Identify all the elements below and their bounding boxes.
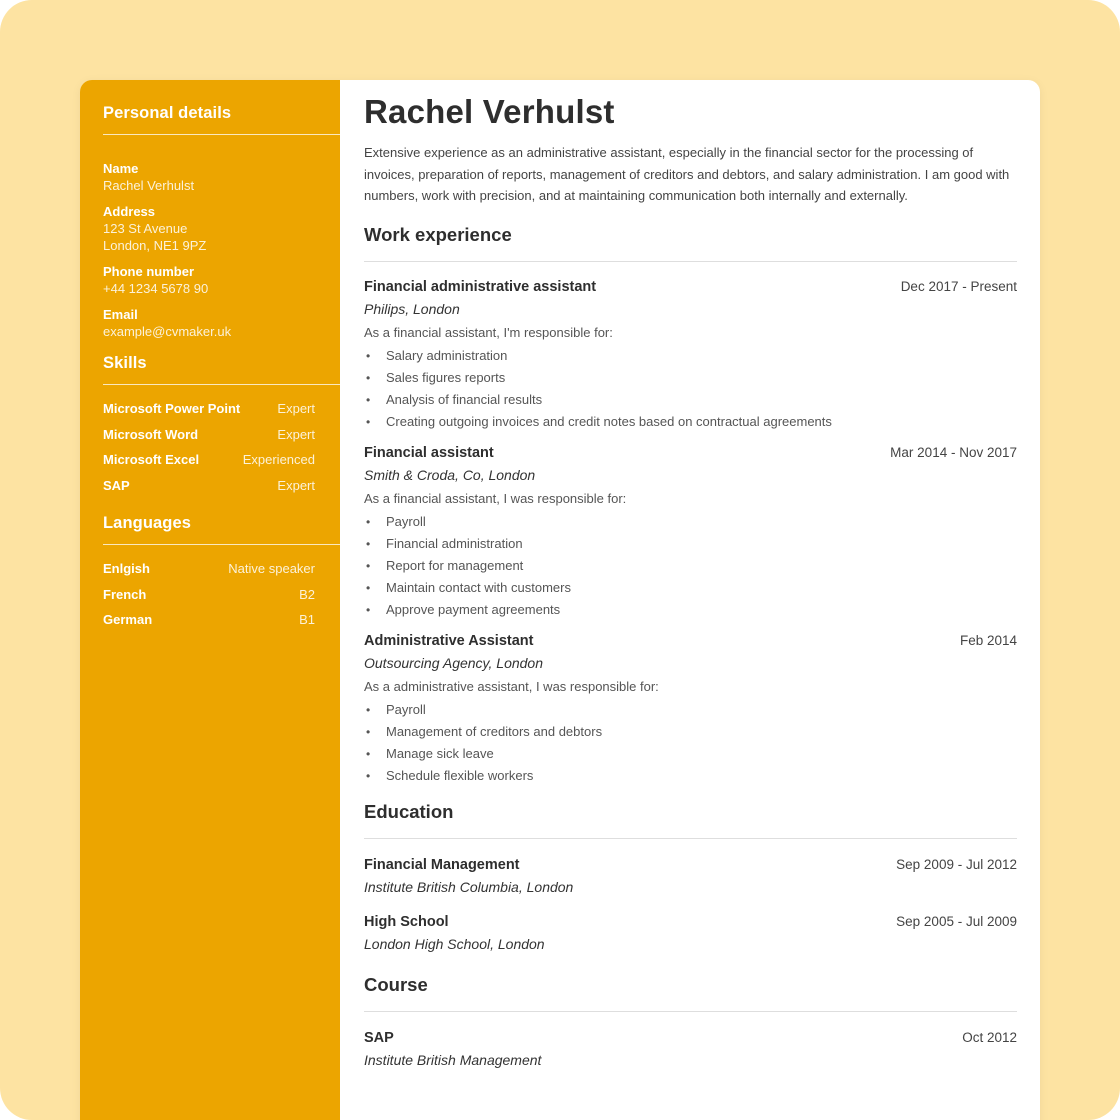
degree-title: High School <box>364 913 449 930</box>
field-value: Rachel Verhulst <box>103 178 195 193</box>
language-level: B2 <box>299 586 315 602</box>
language-level: Native speaker <box>228 561 315 576</box>
duty-text: Salary administration <box>386 347 508 363</box>
personal-field-address <box>103 204 340 254</box>
duty-item <box>364 411 1017 433</box>
bullet-icon: • <box>366 768 371 783</box>
duty-text: Manage sick leave <box>386 745 494 761</box>
languages-list <box>103 561 315 638</box>
skill-item <box>103 478 315 504</box>
education-entry <box>364 857 1017 895</box>
language-item <box>103 587 315 613</box>
entry-header <box>364 1030 1017 1046</box>
work-entry <box>364 279 1017 433</box>
job-intro: As a financial assistant, I was responsible for: <box>364 490 627 506</box>
duty-item <box>364 345 1017 367</box>
skill-level: Experienced <box>242 452 315 467</box>
duty-item <box>364 577 1017 599</box>
duty-text: Payroll <box>386 701 426 717</box>
bullet-icon: • <box>366 536 371 551</box>
work-experience-section <box>364 224 1017 787</box>
profile-summary: Extensive experience as an administrative assistant, especially in the financial sector for the processing of invoices, preparation of reports, management of creditors and debtors, and salary administration. I am good with numbers, work with precision, and at maintaining communication both internally and externally. <box>364 145 1010 203</box>
duty-item <box>364 765 1017 787</box>
language-name: French <box>103 586 147 602</box>
duty-text: Sales figures reports <box>386 369 506 385</box>
language-name: Enlgish <box>103 561 150 576</box>
institution: London High School, London <box>364 935 545 952</box>
cv-document <box>80 80 1040 1120</box>
skill-item <box>103 452 315 478</box>
job-intro: As a financial assistant, I'm responsible for: <box>364 324 613 340</box>
course-institution: Institute British Management <box>364 1051 542 1068</box>
personal-field-email <box>103 307 340 340</box>
work-entry <box>364 633 1017 787</box>
work-entry <box>364 445 1017 621</box>
entry-header <box>364 857 1017 873</box>
skills-section <box>103 354 340 503</box>
job-intro: As a administrative assistant, I was responsible for: <box>364 678 659 694</box>
skill-name: Microsoft Power Point <box>103 401 241 416</box>
duty-text: Schedule flexible workers <box>386 767 534 783</box>
bullet-icon: • <box>366 580 371 595</box>
bullet-icon: • <box>366 724 371 739</box>
entry-header <box>364 914 1017 930</box>
education-section <box>364 801 1017 952</box>
job-title: Administrative Assistant <box>364 632 534 649</box>
education-date: Sep 2005 - Jul 2009 <box>896 913 1017 929</box>
degree-title: Financial Management <box>364 856 520 873</box>
bullet-icon: • <box>366 514 371 529</box>
languages-heading: Languages <box>103 514 340 545</box>
candidate-name: Rachel Verhulst <box>364 93 615 130</box>
language-item <box>103 561 315 587</box>
job-title: Financial assistant <box>364 444 494 461</box>
personal-field-phone <box>103 264 340 297</box>
skill-level: Expert <box>277 426 315 442</box>
job-company: Philips, London <box>364 300 460 317</box>
bullet-icon: • <box>366 414 371 429</box>
field-value: London, NE1 9PZ <box>103 238 207 253</box>
bullet-icon: • <box>366 746 371 761</box>
job-duties <box>364 699 1017 787</box>
job-date: Mar 2014 - Nov 2017 <box>890 444 1017 460</box>
languages-section <box>103 514 340 638</box>
duty-text: Report for management <box>386 557 524 573</box>
field-value: 123 St Avenue <box>103 221 188 236</box>
skill-name: Microsoft Excel <box>103 452 200 467</box>
course-entry <box>364 1030 1017 1068</box>
bullet-icon: • <box>366 602 371 617</box>
entry-header <box>364 445 1017 461</box>
job-date: Feb 2014 <box>959 632 1017 648</box>
cv-main <box>340 80 1040 1120</box>
job-company: Smith & Croda, Co, London <box>364 466 536 483</box>
duty-item <box>364 555 1017 577</box>
personal-details-heading: Personal details <box>103 104 340 135</box>
bullet-icon: • <box>366 348 371 363</box>
duty-text: Maintain contact with customers <box>386 579 571 595</box>
duty-item <box>364 721 1017 743</box>
language-name: German <box>103 612 153 627</box>
entry-header <box>364 633 1017 649</box>
course-title: SAP <box>364 1029 394 1046</box>
education-date: Sep 2009 - Jul 2012 <box>896 856 1017 872</box>
skill-item <box>103 427 315 453</box>
field-label: Email <box>103 307 138 322</box>
job-duties <box>364 345 1017 433</box>
duty-text: Creating outgoing invoices and credit notes based on contractual agreements <box>386 413 832 429</box>
job-date: Dec 2017 - Present <box>900 278 1017 294</box>
job-duties <box>364 511 1017 621</box>
language-level: B1 <box>299 612 315 627</box>
skill-name: SAP <box>103 477 130 493</box>
duty-text: Management of creditors and debtors <box>386 723 603 739</box>
job-title: Financial administrative assistant <box>364 278 597 295</box>
field-value: example@cvmaker.uk <box>103 324 232 339</box>
bullet-icon: • <box>366 392 371 407</box>
duty-item <box>364 699 1017 721</box>
language-item <box>103 612 315 638</box>
education-heading: Education <box>364 801 1017 839</box>
cv-sidebar <box>80 80 340 1120</box>
duty-item <box>364 743 1017 765</box>
bullet-icon: • <box>366 702 371 717</box>
duty-text: Financial administration <box>386 535 523 551</box>
bullet-icon: • <box>366 370 371 385</box>
institution: Institute British Columbia, London <box>364 878 574 895</box>
duty-item <box>364 367 1017 389</box>
job-company: Outsourcing Agency, London <box>364 654 544 671</box>
bullet-icon: • <box>366 558 371 573</box>
skill-level: Expert <box>277 401 315 416</box>
field-label: Name <box>103 161 139 176</box>
education-entry <box>364 914 1017 952</box>
course-heading: Course <box>364 974 1017 1012</box>
personal-details <box>103 161 340 340</box>
field-label: Phone number <box>103 264 195 279</box>
course-date: Oct 2012 <box>962 1029 1017 1045</box>
duty-item <box>364 533 1017 555</box>
entry-header <box>364 279 1017 295</box>
work-experience-heading: Work experience <box>364 224 1017 262</box>
skills-heading: Skills <box>103 354 340 385</box>
duty-text: Payroll <box>386 513 426 529</box>
skill-item <box>103 401 315 427</box>
skills-list <box>103 401 315 503</box>
field-value: +44 1234 5678 90 <box>103 281 209 296</box>
course-section <box>364 974 1017 1068</box>
field-label: Address <box>103 204 156 219</box>
duty-item <box>364 389 1017 411</box>
skill-name: Microsoft Word <box>103 426 199 442</box>
duty-text: Analysis of financial results <box>386 391 543 407</box>
duty-item <box>364 511 1017 533</box>
skill-level: Expert <box>277 477 315 493</box>
duty-text: Approve payment agreements <box>386 601 561 617</box>
duty-item <box>364 599 1017 621</box>
personal-field-name <box>103 161 340 194</box>
